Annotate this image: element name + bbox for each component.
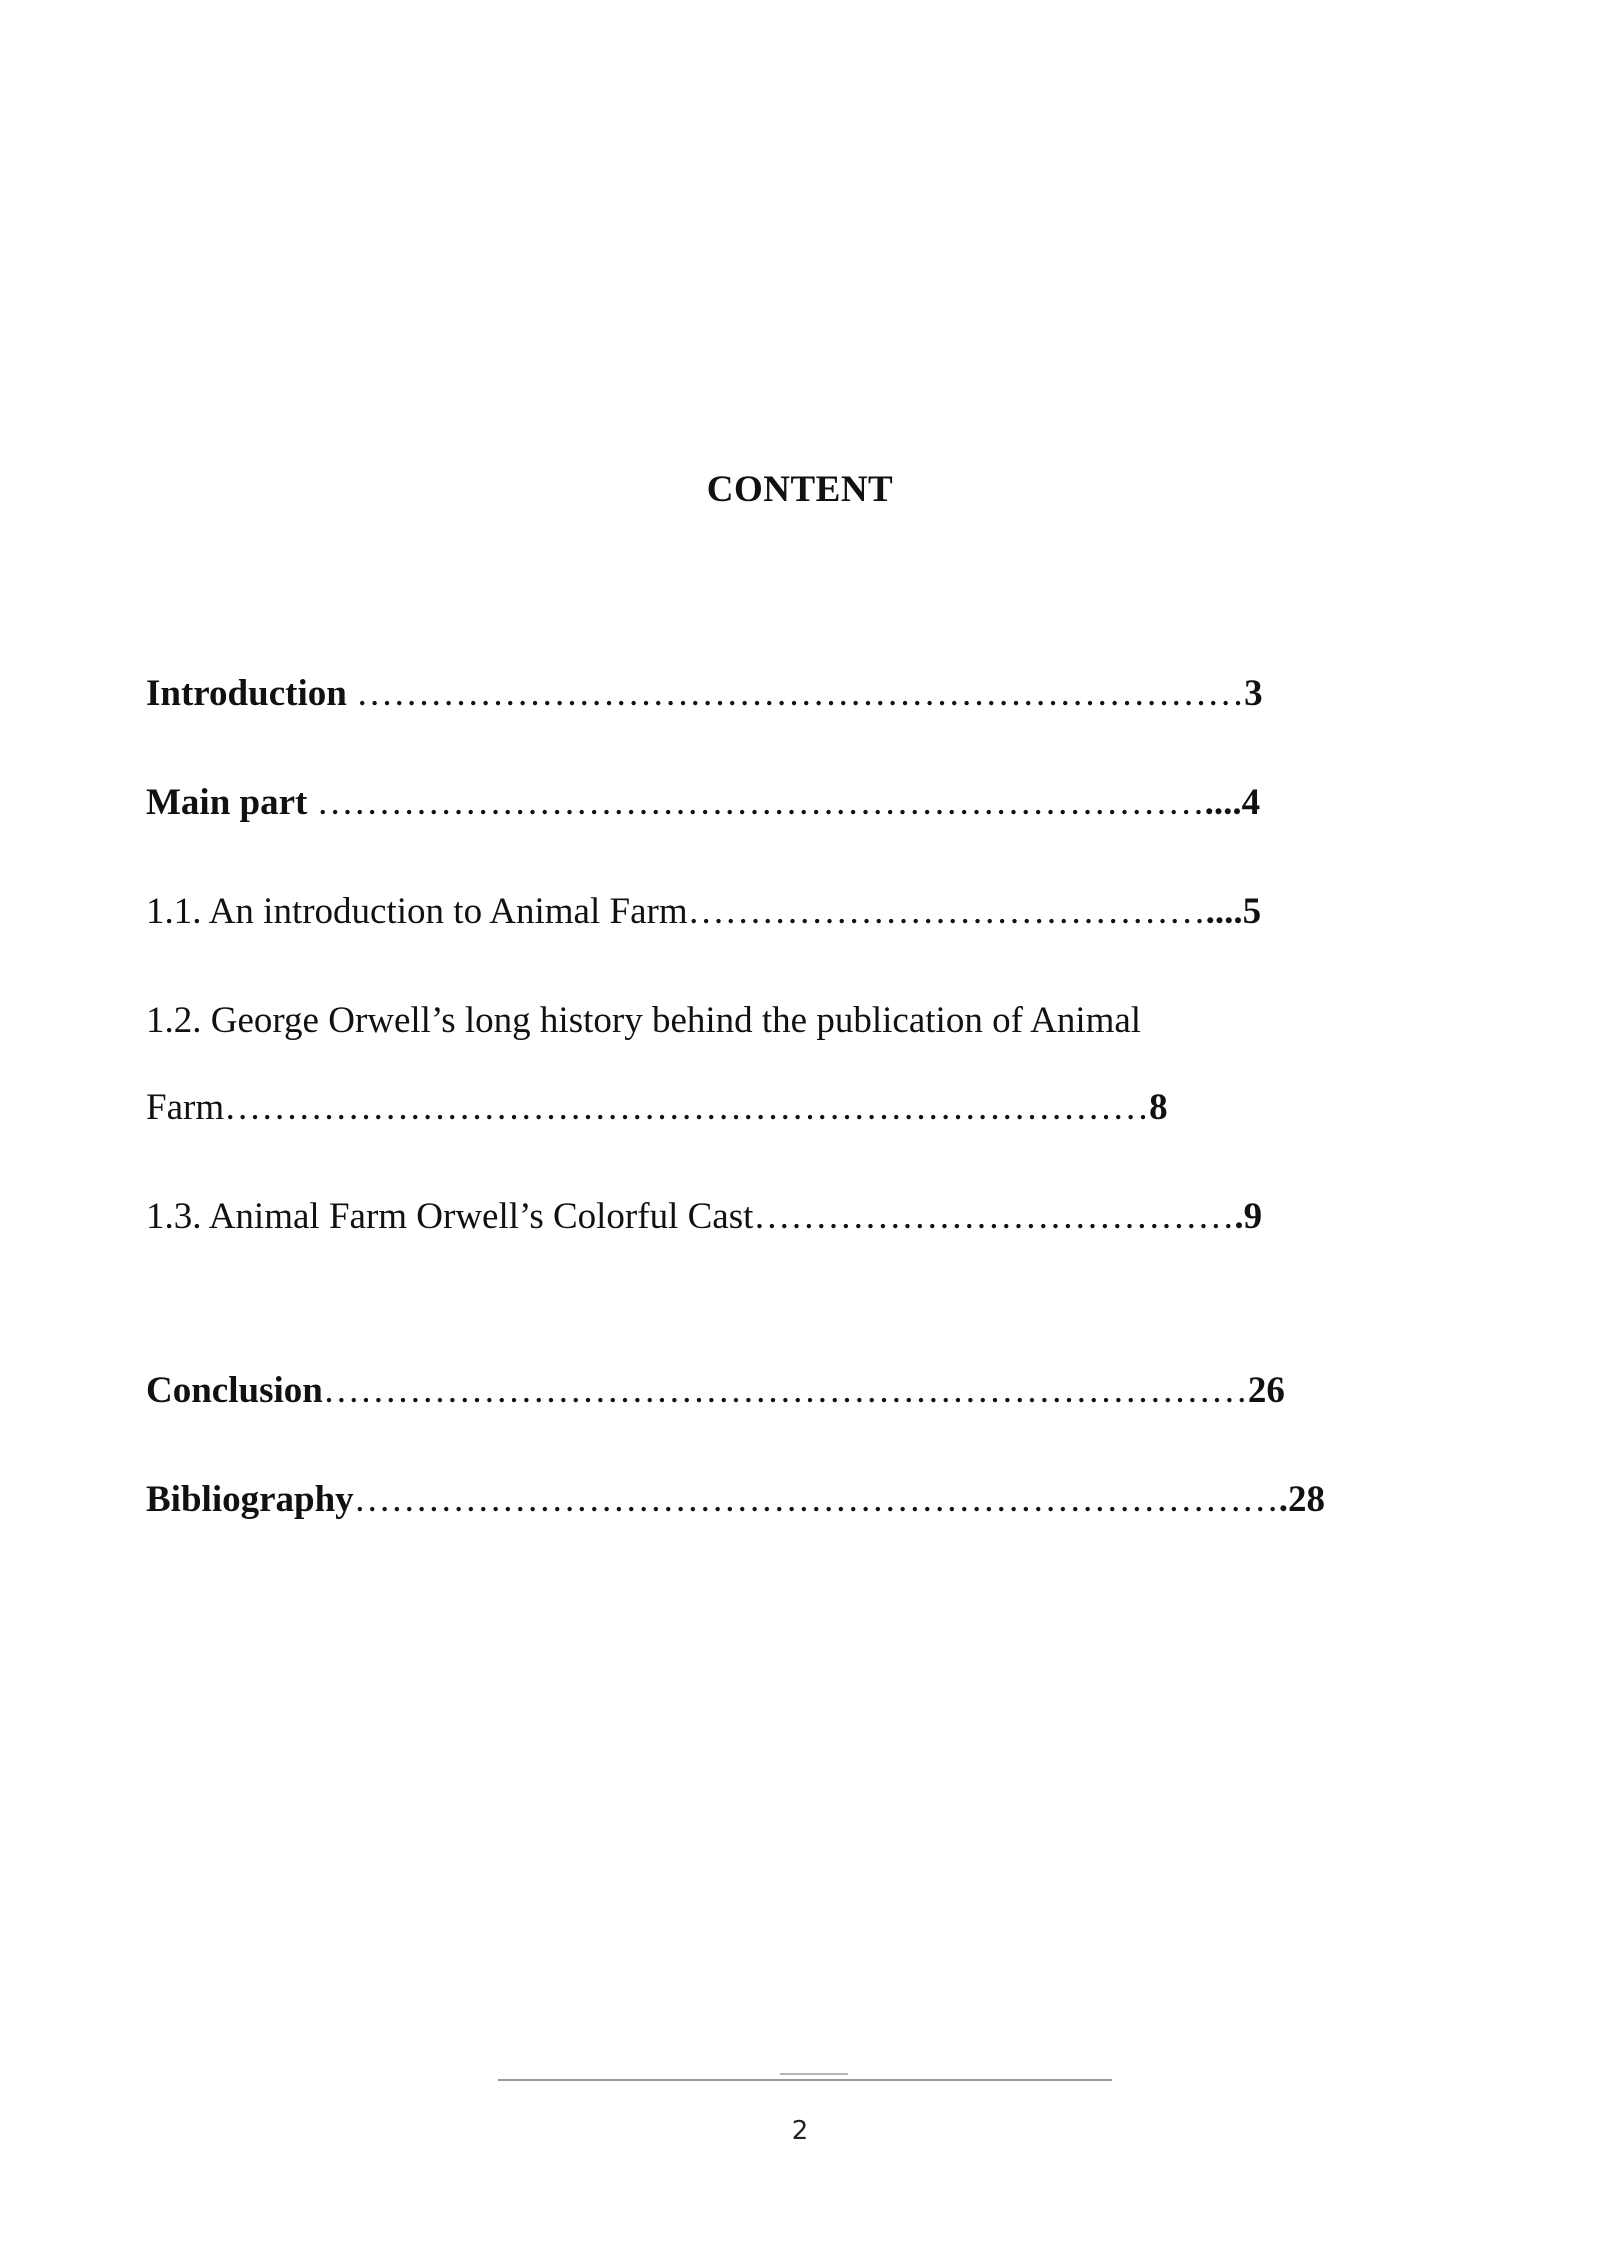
- toc-entry-section-1-2-continued[interactable]: [146, 1084, 1168, 1132]
- toc-entry-main-part[interactable]: [146, 779, 1260, 827]
- toc-entry-section-1-2[interactable]: [146, 997, 1141, 1045]
- toc-page-number: 3: [1244, 673, 1263, 714]
- toc-page-number: .28: [1278, 1479, 1325, 1520]
- toc-leader: ……………………………………: [687, 891, 1206, 932]
- toc-label: Introduction: [146, 673, 347, 714]
- toc-label: Conclusion: [146, 1370, 323, 1411]
- toc-label: Main part: [146, 782, 308, 823]
- toc-page-number: ....5: [1205, 891, 1262, 932]
- footer-rule-mark: [780, 2073, 848, 2075]
- toc-page-number: .9: [1234, 1196, 1263, 1237]
- toc-page-number: 8: [1149, 1087, 1168, 1128]
- toc-entry-introduction[interactable]: [146, 670, 1263, 718]
- toc-entry-section-1-1[interactable]: [146, 888, 1261, 936]
- toc-page-number: ....4: [1204, 782, 1261, 823]
- toc-label: 1.3. Animal Farm Orwell’s Colorful Cast: [146, 1196, 754, 1237]
- page-number: 2: [791, 2116, 809, 2146]
- toc-label: Farm: [146, 1087, 225, 1128]
- toc-entry-conclusion[interactable]: [146, 1367, 1285, 1415]
- toc-entry-bibliography[interactable]: [146, 1476, 1325, 1524]
- toc-leader: ………………………………………………………………: [307, 782, 1205, 823]
- toc-leader: …………………………………………………………………: [322, 1370, 1248, 1411]
- toc-leader: ………………………………………………………………: [346, 673, 1245, 714]
- footer-divider: [498, 2079, 1112, 2081]
- toc-entry-section-1-3[interactable]: [146, 1193, 1262, 1241]
- toc-leader: …………………………………………………………………: [224, 1087, 1150, 1128]
- page-title: CONTENT: [706, 469, 894, 510]
- toc-page-number: 26: [1247, 1370, 1285, 1411]
- toc-label: 1.2. George Orwell’s long history behind the publication of Animal: [146, 1000, 1142, 1041]
- toc-leader: …………………………………: [753, 1196, 1235, 1237]
- toc-label: 1.1. An introduction to Animal Farm: [146, 891, 688, 932]
- toc-leader: …………………………………………………………………: [353, 1479, 1279, 1520]
- toc-label: Bibliography: [146, 1479, 354, 1520]
